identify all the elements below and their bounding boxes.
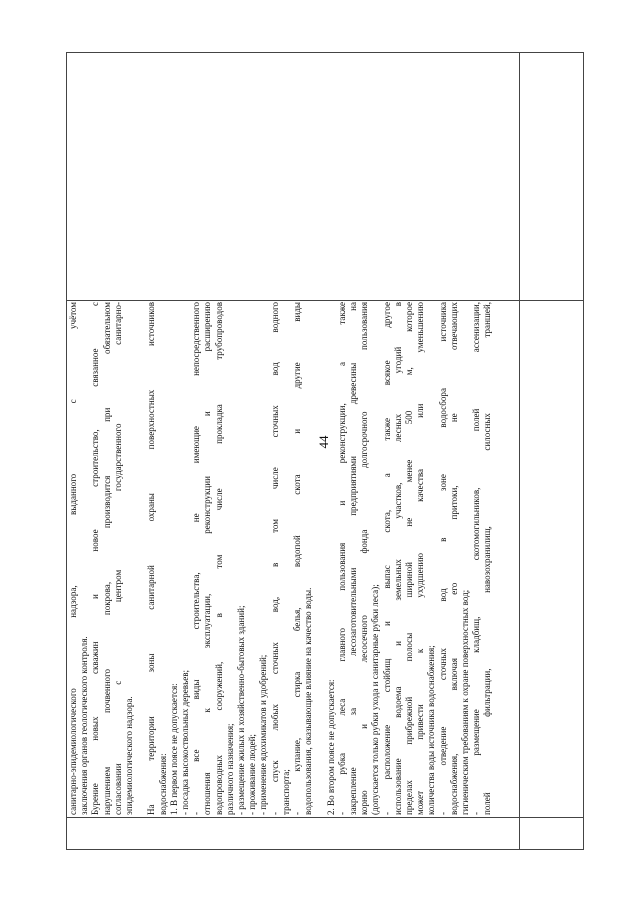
text-line: заключения органов геологического контроля. [79, 636, 90, 815]
text-line: - купание, стирка белья, водопой скота и другие виды [292, 302, 303, 815]
text-line: может привести к ухудшению качества или уменьшению [415, 302, 426, 815]
text-line: эпидемиологического надзора. [124, 696, 135, 815]
text-line: закрепление за лесозаготовительными предприятиями древесины на [348, 302, 359, 815]
text-line: На территории зоны санитарной охраны поверхностных источников [146, 302, 157, 815]
text-line: транспорта; [280, 769, 291, 815]
text-line: использование водоема и земельных участков, лесных угодий в [392, 302, 403, 815]
text-line: гигиеническим требованиям к охране поверхностных вод; [460, 589, 471, 815]
text-line: водопроводных сооружений, в том числе прокладка трубопроводов [213, 302, 224, 815]
text-line: нарушением почвенного покрова, производится при обязательном [101, 302, 112, 815]
text-line: водопользования, оказывающие влияние на качество воды. [303, 587, 314, 815]
text-line: - размещение кладбищ, скотомогильников, полей ассенизации, [471, 302, 482, 815]
text-line: водоснабжения, включая его притоки, не отвечающих [448, 302, 459, 815]
text-line: отношения к эксплуатации, реконструкции и расширению [202, 302, 213, 815]
text-line: Бурение новых скважин и новое строительство, связанное с [90, 302, 101, 815]
text-line: - расположение стойбищ и выпас скота, а также всякое другое [381, 302, 392, 815]
text-line: согласовании с центром государственного санитарно- [112, 302, 123, 815]
document-text [68, 302, 517, 815]
text-line: - спуск любых сточных вод, в том числе сточных вод водного [269, 302, 280, 815]
text-line: - размещение жилых и хозяйственно-бытовых зданий; [236, 605, 247, 815]
text-line: - посадка высокоствольных деревьев; [180, 669, 191, 815]
text-line: (допускается только рубки ухода и санитарные рубки леса); [370, 584, 381, 815]
paragraph-gap [135, 302, 146, 815]
text-line: 1. В первом поясе не допускается: [168, 683, 179, 815]
paragraph-gap [314, 302, 325, 815]
text-line: - все виды строительства, не имеющие непосредственного [191, 302, 202, 815]
page-number: 44 [316, 435, 331, 449]
text-line: санитарно-эпидемиологического надзора, выданного с учётом [68, 302, 78, 815]
text-line: полей фильтрации, навозохранилищ, силосных траншей, [482, 302, 493, 815]
text-line: - применение ядохимикатов и удобрений; [258, 654, 269, 815]
text-line: пределах прибрежной полосы шириной не менее 500 м, которое [404, 302, 415, 815]
text-line: количества воды источника водоснабжения; [426, 645, 437, 815]
text-line: - отведение сточных вод в зоне водосбора источника [437, 302, 448, 815]
text-line: корню и лесосечного фонда долгосрочного пользования [359, 302, 370, 815]
text-line: - рубка леса главного пользования и реконструкции, а также [336, 302, 347, 815]
text-line: - проживание людей; [247, 734, 258, 815]
text-line: различного назначения; [224, 723, 235, 815]
text-line: 2. Во втором поясе не допускается: [325, 679, 336, 815]
table-row-divider [66, 817, 584, 818]
table-column-divider [519, 52, 520, 850]
text-line: водоснабжения: [157, 753, 168, 815]
table-cell-text [66, 300, 519, 817]
